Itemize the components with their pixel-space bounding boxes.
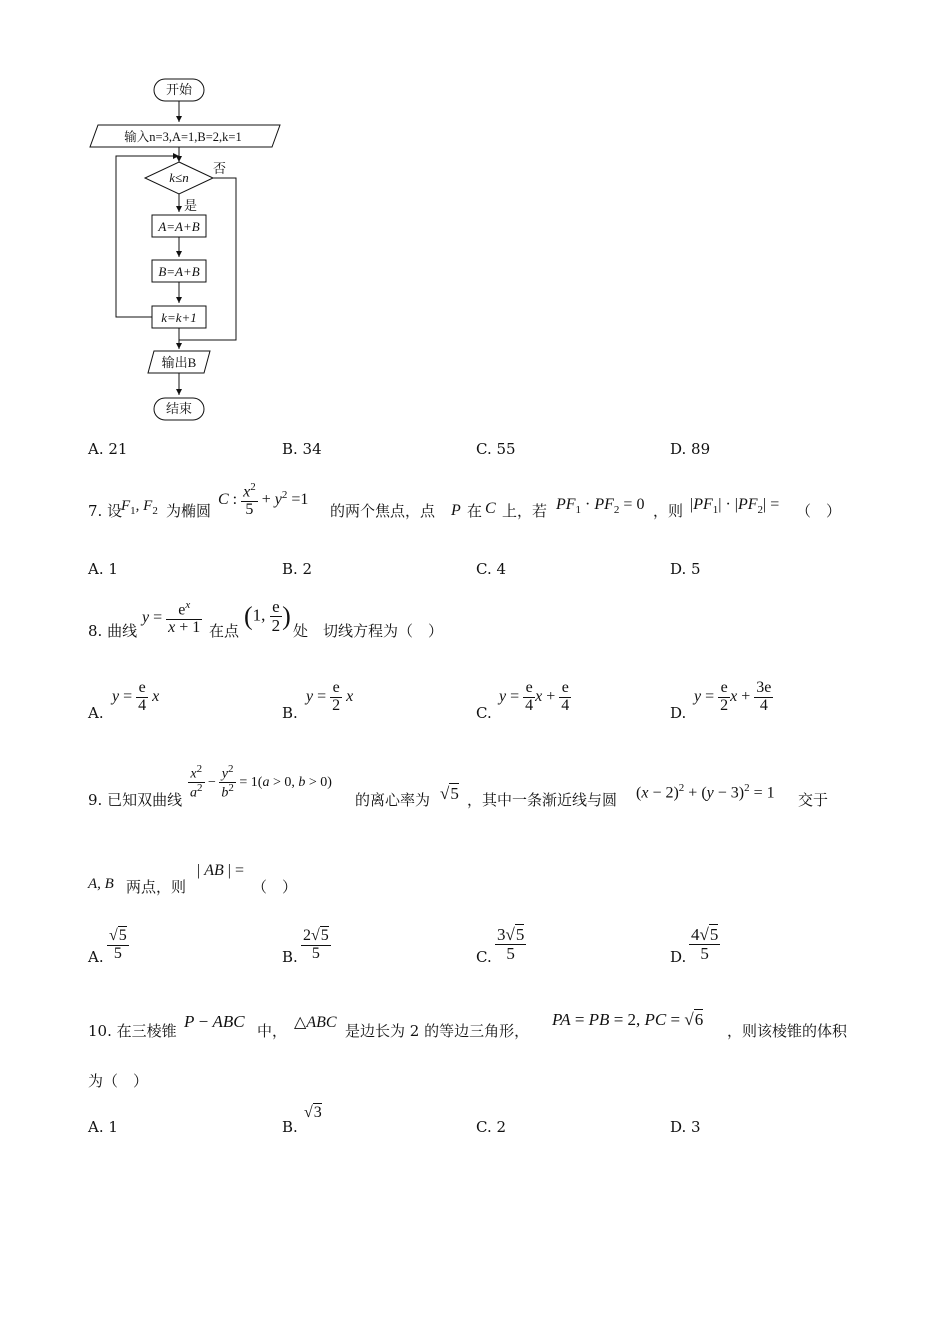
q8-curve-formula: y = $\frac{e^x}{x + 1}$ — [142, 599, 201, 637]
q9-number: 9. 已知双曲线 — [88, 791, 183, 809]
q8-option-c-formula[interactable]: y = $\frac{e}{4}$ x + $\frac{e}{4}$ — [499, 679, 570, 714]
q10-option-a[interactable]: A. 1 — [88, 1118, 118, 1136]
yes-label: 是 — [184, 198, 198, 213]
q9-option-c-formula[interactable]: $\frac{3√5}{5}$ — [497, 925, 525, 963]
q9-option-c-label[interactable]: C. — [476, 948, 492, 966]
q9-text-3: 交于 — [798, 791, 829, 809]
no-label: 否 — [213, 161, 227, 176]
q10-option-d[interactable]: D. 3 — [670, 1118, 701, 1136]
q9-option-a-formula[interactable]: $\frac{√5}{5}$ — [109, 927, 127, 962]
q8-option-d-formula[interactable]: y = $\frac{e}{2}$ x + $\frac{3e}{4}$ — [694, 679, 772, 714]
q6-option-b[interactable]: B. 34 — [282, 440, 322, 458]
q10-text-2: 是边长为 2 的等边三角形， — [345, 1022, 530, 1040]
q6-option-a[interactable]: A. 21 — [88, 440, 128, 458]
q10-option-c[interactable]: C. 2 — [476, 1118, 507, 1136]
q9-option-b-formula[interactable]: $\frac{2√5}{5}$ — [303, 927, 329, 962]
q7-ellipse-formula: C : $\frac{x^2}{5}$ + $y^2 =1$ — [218, 481, 309, 519]
q8-point: (1, $\frac{e}{2}$ ) — [244, 597, 291, 635]
step1-label: A=A+B — [158, 219, 200, 234]
q8-option-a-formula[interactable]: y = $\frac{e}{4}$ x — [112, 679, 160, 714]
input-label: 输入n=3,A=1,B=2,k=1 — [124, 130, 242, 144]
q7-text-6: （ ） — [796, 502, 842, 520]
q9-text-1: 的离心率为 — [355, 791, 431, 809]
q7-text-3: 在 — [467, 502, 483, 520]
q6-option-c[interactable]: C. 55 — [476, 440, 516, 458]
step3-label: k=k+1 — [161, 310, 197, 325]
q8-option-a-label[interactable]: A. — [88, 704, 104, 722]
q9-option-a-label[interactable]: A. — [88, 948, 104, 966]
q7-text-5: ，则 — [653, 502, 684, 520]
q8-text-2: 处 切线方程为（ ） — [293, 622, 444, 640]
q9-option-b-label[interactable]: B. — [282, 948, 298, 966]
q10-line2: 为（ ） — [88, 1072, 149, 1090]
output-label: 输出B — [161, 355, 197, 370]
q10-edges: PA = PB = 2, PC = √6 — [552, 1010, 704, 1029]
step2-label: B=A+B — [158, 264, 200, 279]
q7-number: 7. 设 — [88, 502, 123, 520]
start-label: 开始 — [165, 82, 193, 97]
q9-hyperbola-formula: $\frac{x^2}{a^2}$ − $\frac{y^2}{b^2}$ = 1(a > 0, b > 0) — [190, 763, 332, 801]
q6-option-d[interactable]: D. 89 — [670, 440, 711, 458]
q8-text-1: 在点 — [209, 622, 240, 640]
q9-line2-text: 两点，则 — [126, 878, 187, 896]
q9-ab-length: | AB | = — [197, 862, 244, 879]
q10-number: 10. 在三棱锥 — [88, 1022, 177, 1040]
condition-label: k≤n — [169, 170, 189, 185]
q8-option-b-formula[interactable]: y = $\frac{e}{2}$ x — [306, 679, 354, 714]
q9-text-2: ，其中一条渐近线与圆 — [467, 791, 618, 809]
q7-point-p: P — [451, 502, 461, 519]
q9-line2-paren: （ ） — [252, 878, 298, 896]
q8-option-b-label[interactable]: B. — [282, 704, 298, 722]
q9-option-d-label[interactable]: D. — [670, 948, 687, 966]
q10-text-1: 中， — [257, 1022, 288, 1040]
q7-text-1: 为椭圆 — [166, 502, 212, 520]
q7-product: $|PF_1| \cdot |PF_2|$ = — [690, 496, 780, 517]
q7-foci: $F_1$, $F_2$ — [121, 498, 158, 517]
q10-triangle: △ABC — [294, 1014, 337, 1031]
q10-text-3: ，则该棱锥的体积 — [727, 1022, 848, 1040]
q7-dot-product: $PF_1 \cdot PF_2 = 0$ — [556, 496, 645, 517]
q7-option-c[interactable]: C. 4 — [476, 560, 507, 578]
q9-option-d-formula[interactable]: $\frac{4√5}{5}$ — [691, 925, 719, 963]
q9-eccentricity: √5 — [440, 784, 459, 803]
q8-number: 8. 曲线 — [88, 622, 138, 640]
q10-pyramid: P − ABC — [184, 1012, 245, 1031]
q9-points-ab: A, B — [88, 876, 114, 892]
flowchart — [80, 70, 300, 430]
q9-circle-formula: $(x - 2)^2 + (y - 3)^2 = 1$ — [636, 782, 775, 802]
q10-option-b-label[interactable]: B. — [282, 1118, 298, 1136]
q8-option-d-label[interactable]: D. — [670, 704, 687, 722]
q7-curve-c: C — [485, 500, 496, 517]
end-label: 结束 — [165, 401, 193, 416]
q7-text-2: 的两个焦点，点 — [330, 502, 436, 520]
q8-option-c-label[interactable]: C. — [476, 704, 492, 722]
q10-option-b-formula[interactable]: √3 — [304, 1104, 322, 1121]
q7-option-b[interactable]: B. 2 — [282, 560, 313, 578]
q7-option-d[interactable]: D. 5 — [670, 560, 701, 578]
q7-option-a[interactable]: A. 1 — [88, 560, 118, 578]
q7-text-4: 上，若 — [502, 502, 548, 520]
